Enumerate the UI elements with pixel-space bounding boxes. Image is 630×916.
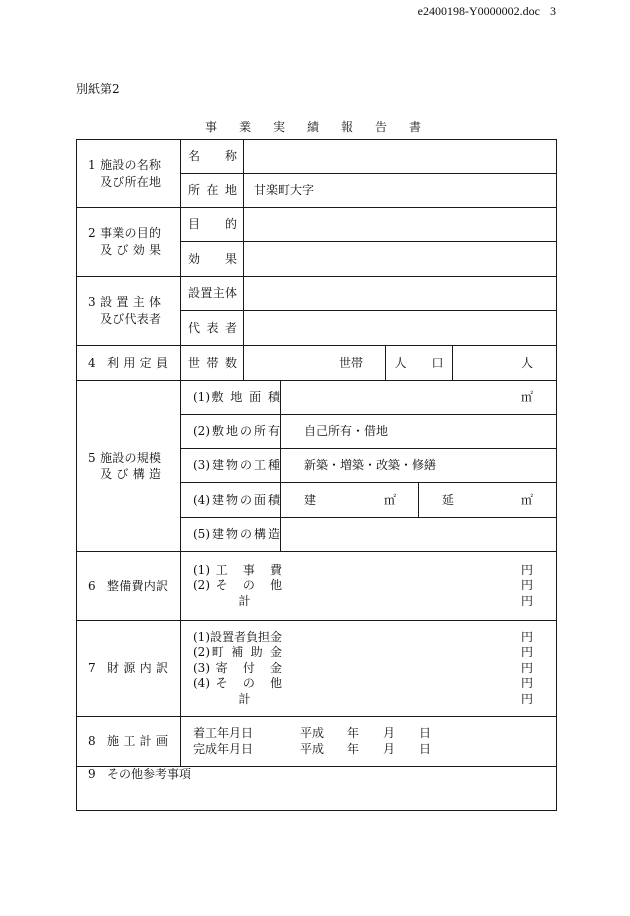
section-heading-line: 及び代表者 xyxy=(100,312,162,326)
schedule-row-label: 着工年月日 xyxy=(193,726,254,740)
section-4-heading-cell xyxy=(77,346,181,381)
section-6-heading xyxy=(88,578,168,595)
page-number: 3 xyxy=(550,4,556,18)
section-number: 5 xyxy=(88,451,96,465)
section-number: 8 xyxy=(88,734,96,748)
section-heading-line: 施 工 計 画 xyxy=(107,734,168,748)
funding-breakdown-cell xyxy=(181,621,557,717)
building-footprint-unit: ㎡ xyxy=(383,492,396,507)
building-total-label: 延 xyxy=(442,492,455,507)
file-reference-header xyxy=(418,4,556,19)
section-heading-line: 及び所在地 xyxy=(100,174,162,189)
schedule-month-unit: 月 xyxy=(383,741,396,756)
file-reference: e2400198-Y0000002.doc xyxy=(417,4,540,18)
schedule-year-unit: 年 xyxy=(347,726,360,740)
report-title: 事業実績報告書 xyxy=(205,120,444,134)
section-5-heading xyxy=(88,450,180,482)
establisher-label: 設置主体 xyxy=(188,286,237,300)
building-footprint-cell xyxy=(281,483,419,518)
section-heading-line: 及 び 構 造 xyxy=(100,467,162,481)
site-ownership-options: 自己所有・借地 xyxy=(304,424,389,438)
cost-item-unit: 円 xyxy=(520,578,533,593)
section-3-heading xyxy=(88,294,180,328)
schedule-era: 平成 xyxy=(300,741,325,756)
section-7-heading-cell xyxy=(77,621,181,717)
funding-item-unit: 円 xyxy=(520,645,533,660)
cost-item-unit: 円 xyxy=(520,562,533,577)
funding-total xyxy=(193,692,533,708)
funding-total-label: 計 xyxy=(238,691,251,706)
funding-item xyxy=(193,645,533,661)
construction-schedule-cell xyxy=(181,717,557,767)
representative-label-cell xyxy=(181,311,244,346)
section-number: 7 xyxy=(88,661,96,675)
section-7-heading xyxy=(88,660,168,677)
schedule-era: 平成 xyxy=(300,726,325,740)
facility-location-value: 甘楽町大字 xyxy=(254,183,315,197)
schedule-day-unit: 日 xyxy=(419,741,432,756)
facility-location-label-cell xyxy=(181,174,244,208)
section-8-heading-cell xyxy=(77,717,181,767)
section-1-heading-cell xyxy=(77,140,181,208)
section-heading-line: 事業の目的 xyxy=(100,226,162,240)
site-area-value-cell xyxy=(281,381,557,415)
section-heading-lines xyxy=(100,225,180,259)
section-heading-line: 施設の規模 xyxy=(100,451,162,465)
effect-label-cell xyxy=(181,242,244,277)
funding-item xyxy=(193,676,533,692)
schedule-row-label: 完成年月日 xyxy=(193,741,254,756)
construction-type-options: 新築・増築・改築・修繕 xyxy=(304,458,437,472)
attachment-label: 別紙第2 xyxy=(76,82,120,96)
building-area-label: (4)建物の面積 xyxy=(193,492,280,507)
building-total-unit: ㎡ xyxy=(520,492,533,507)
section-heading-lines xyxy=(100,450,180,482)
section-number: 4 xyxy=(88,355,96,370)
site-ownership-label: (2)敷地の所有 xyxy=(193,424,280,438)
section-number: 2 xyxy=(88,226,96,240)
schedule-year-unit: 年 xyxy=(347,741,360,756)
effect-value-cell xyxy=(244,242,557,277)
section-2-heading xyxy=(88,225,180,259)
structure-value-cell xyxy=(281,518,557,552)
funding-item-unit: 円 xyxy=(520,629,533,644)
section-heading-line: 財 源 内 訳 xyxy=(107,661,168,675)
cost-item xyxy=(193,563,533,579)
site-ownership-value-cell xyxy=(281,415,557,449)
section-number: 1 xyxy=(88,157,96,172)
site-area-label-cell xyxy=(181,381,281,415)
population-value-cell xyxy=(453,346,557,381)
funding-item-unit: 円 xyxy=(520,676,533,691)
funding-item-label: (4)そ の 他 xyxy=(193,676,282,691)
representative-label: 代 表 者 xyxy=(188,320,237,335)
funding-total-unit: 円 xyxy=(520,691,533,706)
facility-name-label-cell xyxy=(181,140,244,174)
section-heading-lines xyxy=(107,660,168,677)
section-number: 3 xyxy=(88,295,96,309)
section-heading-line: 整備費内訳 xyxy=(107,578,168,593)
construction-type-label-cell xyxy=(181,449,281,483)
structure-label-cell xyxy=(181,518,281,552)
section-1-heading xyxy=(88,157,180,191)
purpose-label-cell xyxy=(181,208,244,242)
section-number: 9 xyxy=(88,767,96,781)
facility-location-value-cell xyxy=(244,174,557,208)
other-notes-cell xyxy=(77,767,557,811)
section-number: 6 xyxy=(88,578,96,593)
cost-item-label: (2)そ の 他 xyxy=(193,578,282,593)
establisher-label-cell xyxy=(181,277,244,311)
structure-label: (5)建物の構造 xyxy=(193,527,280,541)
facility-name-label: 名 称 xyxy=(188,149,237,163)
other-notes-label: その他参考事項 xyxy=(107,767,192,781)
population-label-cell xyxy=(386,346,453,381)
cost-item-label: (1)工 事 費 xyxy=(193,562,282,577)
cost-breakdown-cell xyxy=(181,552,557,621)
section-2-heading-cell xyxy=(77,208,181,277)
representative-value-cell xyxy=(244,311,557,346)
schedule-row-completion xyxy=(193,742,556,758)
households-unit: 世帯 xyxy=(338,355,363,370)
facility-location-label: 所 在 地 xyxy=(188,183,237,197)
funding-item xyxy=(193,661,533,677)
households-label: 世 帯 数 xyxy=(188,355,237,370)
cost-total-unit: 円 xyxy=(520,593,533,608)
section-heading-lines xyxy=(107,355,168,372)
section-8-heading xyxy=(88,733,168,750)
building-total-area-cell xyxy=(419,483,557,518)
section-4-heading xyxy=(88,355,168,372)
schedule-row-start xyxy=(193,726,556,742)
construction-type-value-cell xyxy=(281,449,557,483)
section-heading-line: 利 用 定 員 xyxy=(107,355,168,370)
funding-item xyxy=(193,630,533,646)
section-heading-lines xyxy=(107,733,168,750)
schedule-day-unit: 日 xyxy=(419,726,432,740)
building-footprint-label: 建 xyxy=(304,492,317,507)
site-ownership-label-cell xyxy=(181,415,281,449)
cost-total-label: 計 xyxy=(238,593,251,608)
purpose-value-cell xyxy=(244,208,557,242)
section-heading-lines xyxy=(100,294,180,328)
site-area-unit: ㎡ xyxy=(520,390,533,404)
section-5-heading-cell xyxy=(77,381,181,552)
cost-item xyxy=(193,578,533,594)
section-heading-lines xyxy=(100,157,180,191)
schedule-month-unit: 月 xyxy=(383,726,396,740)
section-6-heading-cell xyxy=(77,552,181,621)
section-heading-line: 施設の名称 xyxy=(100,157,162,172)
section-3-heading-cell xyxy=(77,277,181,346)
section-heading-line: 及 び 効 果 xyxy=(100,243,162,257)
population-unit: 人 xyxy=(520,355,533,370)
funding-item-label: (2)町 補 助 金 xyxy=(193,645,282,660)
cost-total xyxy=(193,594,533,610)
effect-label: 効 果 xyxy=(188,251,237,266)
construction-type-label: (3)建物の工種 xyxy=(193,458,280,472)
purpose-label: 目 的 xyxy=(188,217,237,231)
building-area-label-cell xyxy=(181,483,281,518)
funding-item-label: (1)設置者負担金 xyxy=(193,629,282,644)
facility-name-value-cell xyxy=(244,140,557,174)
establisher-value-cell xyxy=(244,277,557,311)
population-label: 人 口 xyxy=(394,355,444,370)
section-heading-lines xyxy=(107,578,168,595)
report-table xyxy=(76,139,557,811)
funding-item-label: (3)寄 付 金 xyxy=(193,660,282,675)
funding-item-unit: 円 xyxy=(520,660,533,675)
households-label-cell xyxy=(181,346,244,381)
section-heading-line: 設 置 主 体 xyxy=(100,295,162,309)
site-area-label: (1)敷 地 面 積 xyxy=(193,390,280,404)
households-value-cell xyxy=(244,346,386,381)
